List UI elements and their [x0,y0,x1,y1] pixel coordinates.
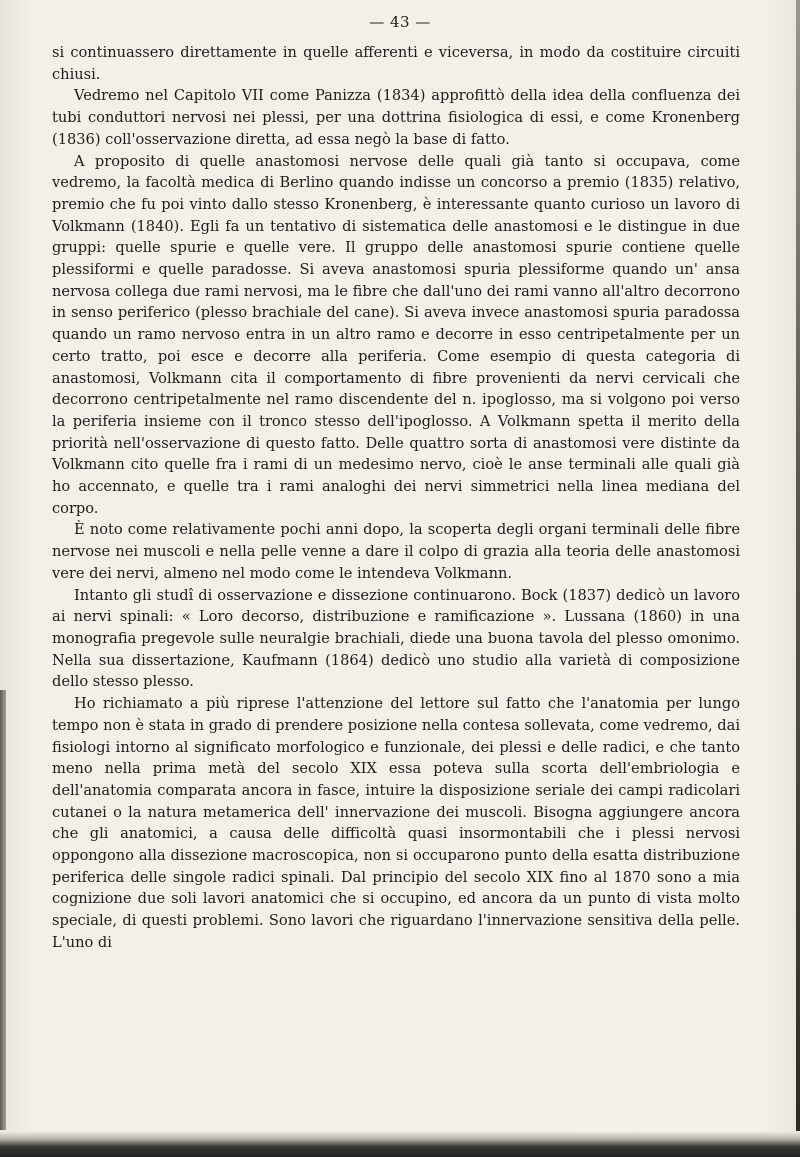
page-number: — 43 — [369,13,431,31]
paragraph: Ho richiamato a più riprese l'attenzione del lettore sul fatto che l'anatomia per lungo tempo non è stata in grado di prendere posizione nella contesa sollevata, come vedremo, dai fisiologi intorno al significato morfologico e funzionale, dei plessi e delle radici, e che tanto meno nella prima metà del secolo XIX essa poteva sulla scorta dell'embriologia e dell'anatomia comparata ancora in fasce, intuire la disposizione seriale dei campi radicolari cutanei o la natura metamerica dell' innervazione dei muscoli. Bisogna aggiungere ancora che gli anatomici, a causa delle difficoltà quasi insormontabili che i plessi nervosi oppongono alla dissezione macroscopica, non si occuparono punto della esatta distribuzione periferica delle singole radici spinali. Dal principio del secolo XIX fino al 1870 sono a mia cognizione due soli lavori anatomici che si occupino, ed ancora da un punto di vista molto speciale, di questi problemi. Sono lavori che riguardano l'innervazione sensitiva della pelle. L'uno di [52,695,740,951]
paragraph: A proposito di quelle anastomosi nervose delle quali già tanto si occupava, come vedremo, la facoltà medica di Berlino quando indisse un concorso a premio (1835) relativo, premio che fu poi vinto dallo stesso Kronenberg, è interessante quanto curioso un lavoro di Volkmann (1840). Egli fa un tentativo di sistematica delle anastomosi e le distingue in due gruppi: quelle spurie e quelle vere. Il gruppo delle anastomosi spurie contiene quelle plessiformi e quelle paradosse. Si aveva anastomosi spuria plessiforme quando un' ansa nervosa collega due rami nervosi, ma le fibre che dall'uno dei rami vanno all'altro decorrono in senso periferico (plesso brachiale del cane). Si aveva invece anastomosi spuria paradossa quando un ramo nervoso entra in un altro ramo e decorre in esso centripetalmente per un certo tratto, poi esce e decorre alla periferia. Come esempio di questa categoria di anastomosi, Volkmann cita il comportamento di fibre provenienti da nervi cervicali che decorrono centripetalmente nel ramo discendente del n. ipoglosso, ma si volgono poi verso la periferia insieme con il tronco stesso dell'ipoglosso. A Volkmann spetta il merito della priorità nell'osservazione di questo fatto. Delle quattro sorta di anastomosi vere distinte da Volkmann cito quelle fra i rami di un medesimo nervo, cioè le anse terminali alle quali già ho accennato, e quelle tra i rami analoghi dei nervi simmetrici nella linea mediana del corpo. [52,152,740,517]
page-binding-shadow [0,690,6,1130]
paragraph: È noto come relativamente pochi anni dopo, la scoperta degli organi terminali delle fibre nervose nei muscoli e nella pelle venne a dare il colpo di grazia alla teoria delle anastomosi vere dei nervi, almeno nel modo come le intendeva Volkmann. [52,521,740,582]
paragraph: Vedremo nel Capitolo VII come Panizza (1834) approfittò della idea della confluenza dei tubi conduttori nervosi nei plessi, per una dottrina fisiologica di essi, e come Kronenberg (1836) coll'osservazione diretta, ad essa negò la base di fatto. [52,87,740,148]
page-bottom-edge [0,1131,800,1157]
paragraph: Intanto gli studî di osservazione e dissezione continuarono. Bock (1837) dedicò un lavoro ai nervi spinali: « Loro decorso, distribuzione e ramificazione ». Lussana (1860) in una monografia pregevole sulle neuralgie brachiali, diede una buona tavola del plesso omonimo. Nella sua dissertazione, Kaufmann (1864) dedicò uno studio alla varietà di composizione dello stesso plesso. [52,586,740,691]
body-text [52,42,740,954]
page-edge-shadow [796,0,800,1157]
paragraph: si continuassero direttamente in quelle afferenti e viceversa, in modo da costituire circuiti chiusi. [52,44,740,83]
